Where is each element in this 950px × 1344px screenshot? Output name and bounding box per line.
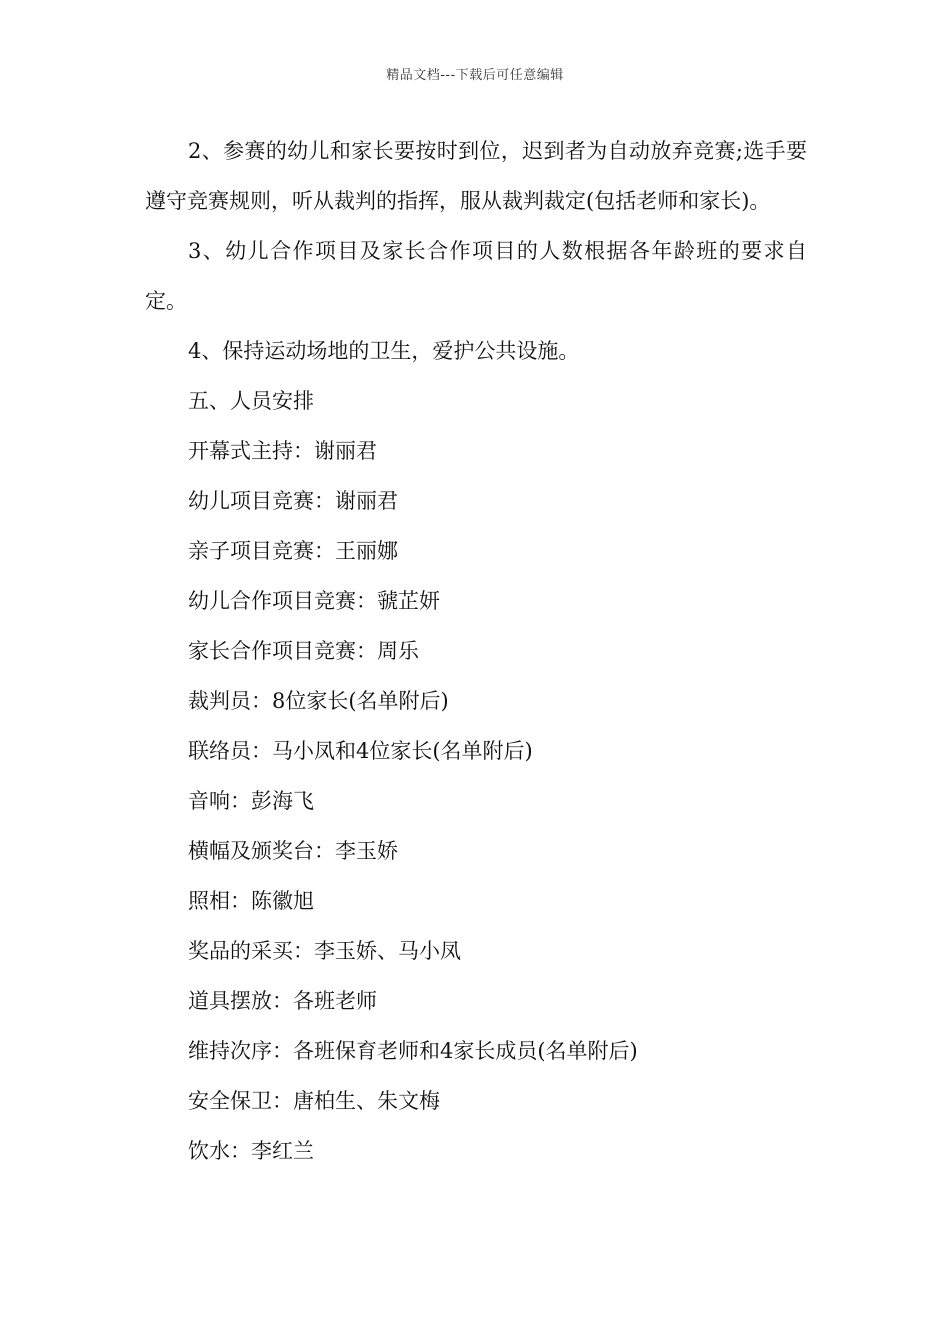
page-header: 精品文档---下载后可任意编辑 xyxy=(386,68,564,83)
rule-2-paragraph: 2、参赛的幼儿和家长要按时到位，迟到者为自动放弃竞赛;选手要遵守竞赛规则，听从裁判的指挥，服从裁判裁定(包括老师和家长)。 xyxy=(145,139,807,213)
staff-item: 幼儿项目竞赛：谢丽君 xyxy=(188,489,398,513)
section-heading: 五、人员安排 xyxy=(188,389,314,413)
staff-item: 横幅及颁奖台：李玉娇 xyxy=(188,839,398,863)
staff-item: 音响：彭海飞 xyxy=(188,789,314,813)
staff-item: 亲子项目竞赛：王丽娜 xyxy=(188,539,398,563)
staff-item: 照相：陈徽旭 xyxy=(188,889,314,913)
staff-item: 奖品的采买：李玉娇、马小凤 xyxy=(188,939,461,963)
document-body xyxy=(145,126,807,1176)
staff-item: 联络员：马小凤和4位家长(名单附后) xyxy=(188,739,533,763)
staff-item: 安全保卫：唐柏生、朱文梅 xyxy=(188,1089,440,1113)
rule-4-paragraph: 4、保持运动场地的卫生，爱护公共设施。 xyxy=(188,339,580,363)
staff-item: 家长合作项目竞赛：周乐 xyxy=(188,639,419,663)
staff-item: 裁判员：8位家长(名单附后) xyxy=(188,689,449,713)
staff-item: 开幕式主持：谢丽君 xyxy=(188,439,377,463)
staff-item: 维持次序：各班保育老师和4家长成员(名单附后) xyxy=(188,1039,638,1063)
staff-item: 道具摆放：各班老师 xyxy=(188,989,377,1013)
staff-item: 幼儿合作项目竞赛：虢芷妍 xyxy=(188,589,440,613)
rule-3-paragraph: 3、幼儿合作项目及家长合作项目的人数根据各年龄班的要求自定。 xyxy=(145,239,807,313)
staff-item: 饮水：李红兰 xyxy=(188,1139,314,1163)
